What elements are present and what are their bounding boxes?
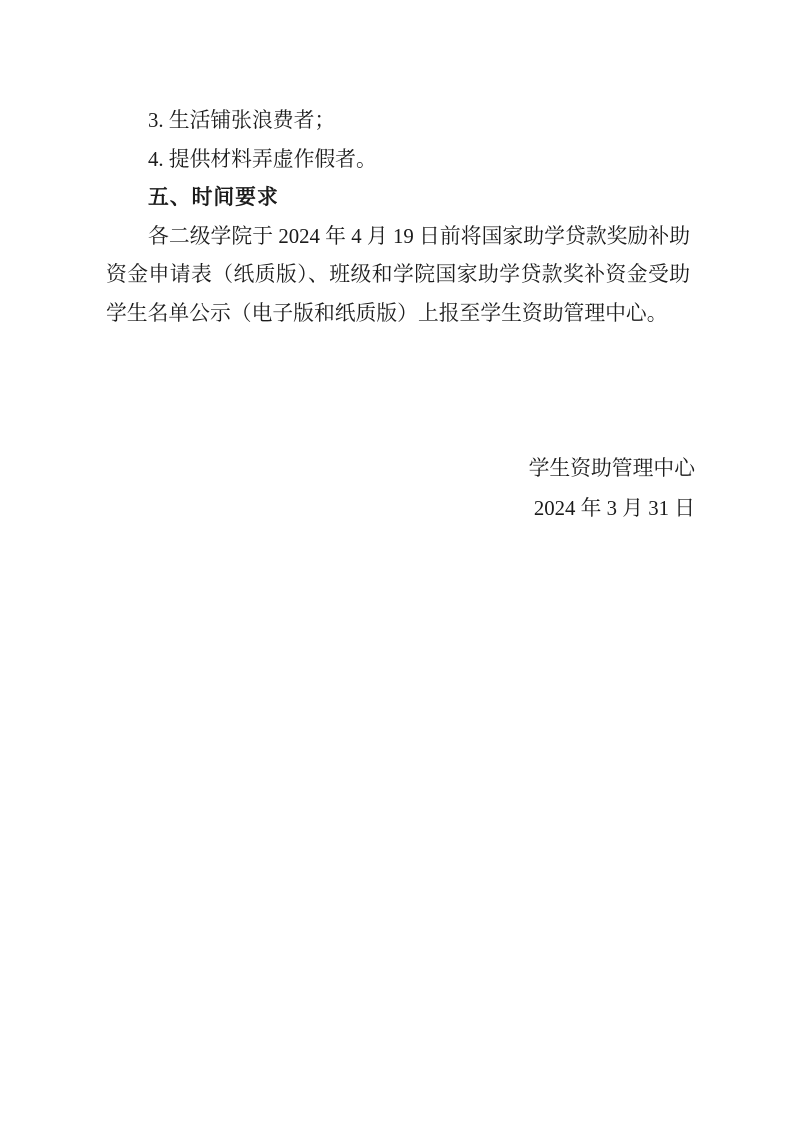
list-item-3: 3. 生活铺张浪费者； — [148, 109, 336, 132]
paragraph-line-2: 资金申请表（纸质版）、班级和学院国家助学贷款奖补资金受助 — [106, 263, 690, 286]
signature-date: 2024 年 3 月 31 日 — [533, 497, 695, 520]
signature-block — [106, 449, 695, 529]
paragraph-line-1: 各二级学院于 2024 年 4 月 19 日前将国家助学贷款奖励补助 — [148, 224, 690, 248]
signature-organization: 学生资助管理中心 — [528, 457, 695, 480]
list-item-4: 4. 提供材料弄虚作假者。 — [148, 147, 377, 171]
section-heading: 五、时间要求 — [148, 186, 279, 209]
paragraph-line-3: 学生名单公示（电子版和纸质版）上报至学生资助管理中心。 — [106, 301, 668, 325]
